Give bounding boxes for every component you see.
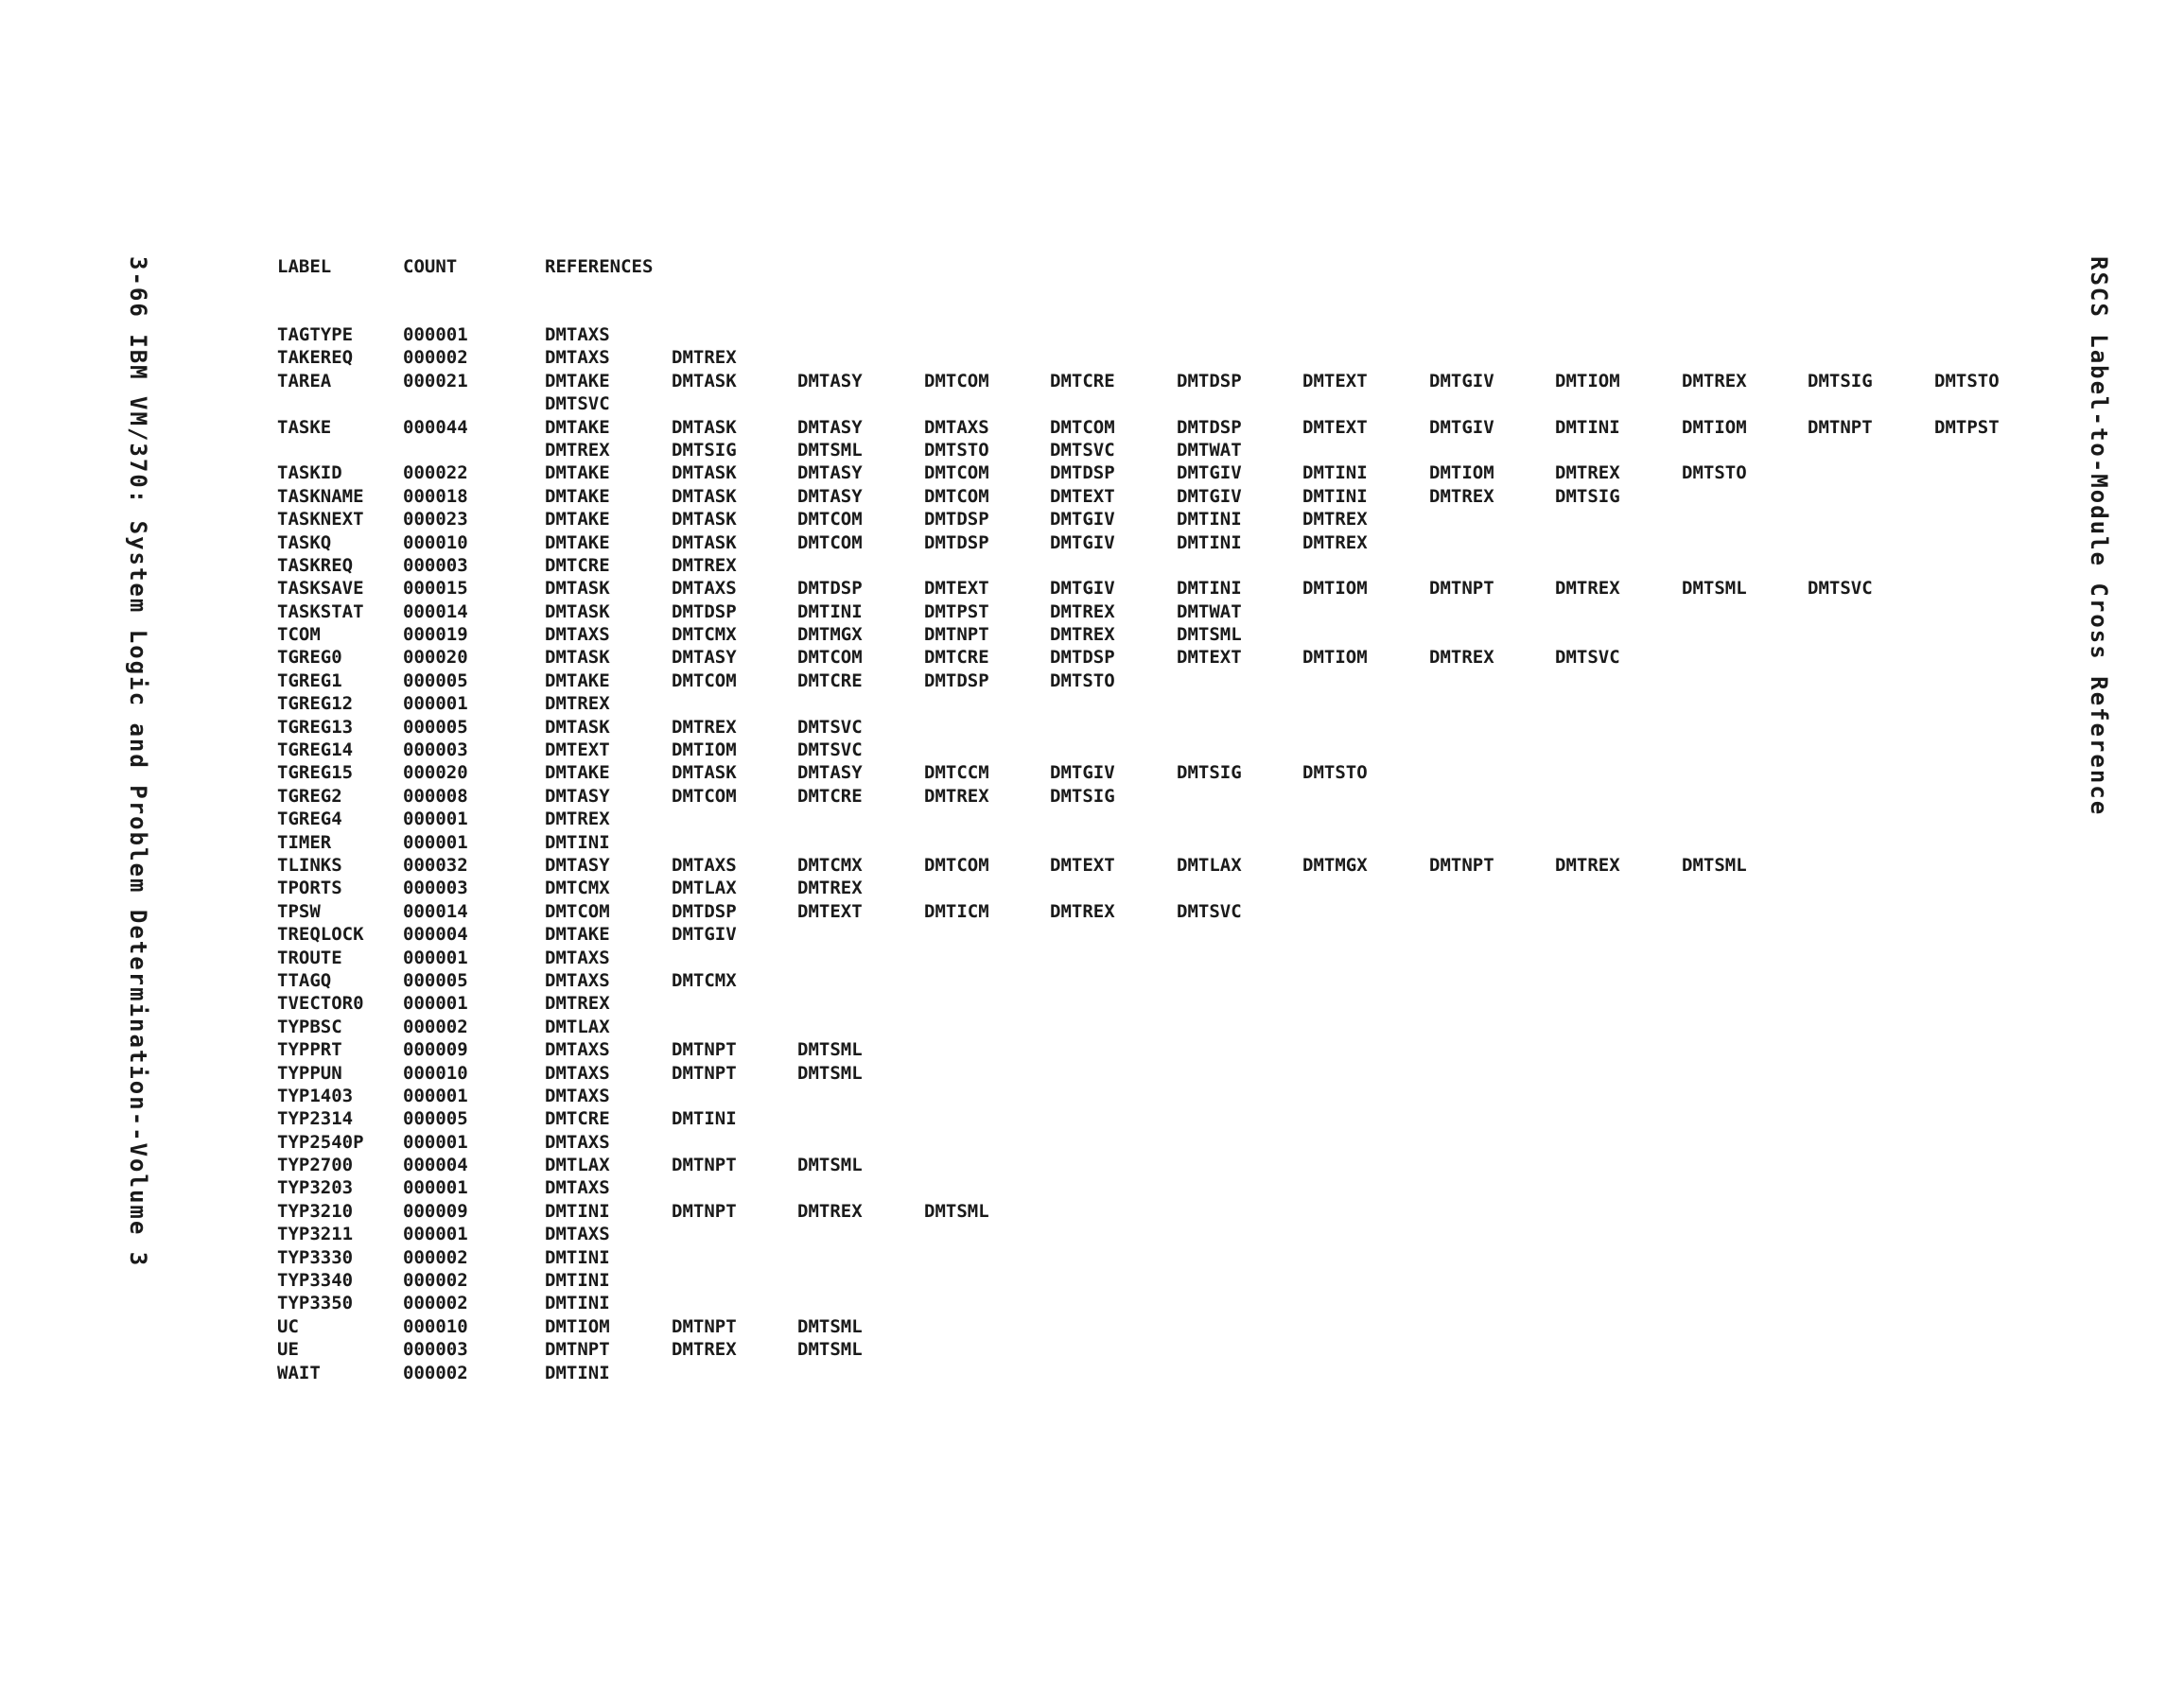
- row-reference: DMTREX: [545, 809, 610, 830]
- row-count: 000032: [403, 854, 468, 876]
- row-reference: DMTIOM: [1555, 370, 1620, 391]
- row-reference: DMTINI: [1177, 509, 1242, 530]
- row-reference: DMTNPT: [1429, 578, 1494, 600]
- row-count: 000001: [403, 1224, 468, 1245]
- row-count: 000010: [403, 1062, 468, 1084]
- row-count: 000001: [403, 1131, 468, 1153]
- row-reference: DMTAXS: [672, 854, 737, 876]
- row-reference: DMTCRE: [545, 554, 610, 576]
- row-label: TROUTE: [277, 947, 342, 968]
- row-reference: DMTAKE: [545, 924, 610, 946]
- row-label: TYP2700: [277, 1155, 354, 1176]
- row-reference: DMTINI: [545, 1362, 610, 1383]
- row-reference: DMTAKE: [545, 370, 610, 391]
- row-reference: DMTREX: [1050, 900, 1115, 922]
- row-reference: DMTDSP: [924, 670, 989, 691]
- row-reference: DMTASK: [672, 485, 737, 507]
- row-reference: DMTSVC: [545, 393, 610, 415]
- row-reference: DMTCOM: [924, 370, 989, 391]
- row-count: 000004: [403, 924, 468, 946]
- row-label: TYP3211: [277, 1224, 354, 1245]
- row-reference: DMTNPT: [924, 624, 989, 646]
- row-reference: DMTDSP: [672, 600, 737, 622]
- row-reference: DMTASK: [545, 600, 610, 622]
- row-reference: DMTSIG: [1050, 785, 1115, 807]
- row-label: TYPPRT: [277, 1039, 342, 1061]
- row-count: 000003: [403, 739, 468, 761]
- row-reference: DMTINI: [1302, 485, 1368, 507]
- row-count: 000001: [403, 993, 468, 1015]
- row-reference: DMTASY: [545, 854, 610, 876]
- row-reference: DMTNPT: [1808, 416, 1873, 438]
- row-label: TASKE: [277, 416, 332, 438]
- row-reference: DMTLAX: [545, 1016, 610, 1037]
- row-reference: DMTIOM: [1302, 647, 1368, 669]
- row-reference: DMTWAT: [1177, 439, 1242, 461]
- row-reference: DMTAXS: [545, 1177, 610, 1199]
- row-reference: DMTREX: [1302, 531, 1368, 553]
- row-reference: DMTIOM: [1682, 416, 1747, 438]
- row-reference: DMTASY: [797, 416, 863, 438]
- row-reference: DMTREX: [1050, 600, 1115, 622]
- row-reference: DMTCOM: [545, 900, 610, 922]
- row-reference: DMTWAT: [1177, 600, 1242, 622]
- row-label: WAIT: [277, 1362, 321, 1383]
- row-reference: DMTCOM: [797, 509, 863, 530]
- row-reference: DMTASK: [672, 370, 737, 391]
- row-reference: DMTEXT: [545, 739, 610, 761]
- row-reference: DMTAXS: [545, 324, 610, 345]
- row-reference: DMTASK: [545, 578, 610, 600]
- row-reference: DMTGIV: [672, 924, 737, 946]
- row-count: 000003: [403, 1339, 468, 1361]
- row-count: 000001: [403, 947, 468, 968]
- row-reference: DMTCCM: [924, 762, 989, 784]
- row-reference: DMTSVC: [797, 716, 863, 738]
- row-reference: DMTCMX: [672, 624, 737, 646]
- label-column-header: LABEL: [277, 256, 332, 277]
- row-reference: DMTSML: [797, 1062, 863, 1084]
- row-count: 000002: [403, 1016, 468, 1037]
- row-reference: DMTINI: [545, 831, 610, 853]
- row-reference: DMTGIV: [1050, 762, 1115, 784]
- row-reference: DMTREX: [672, 716, 737, 738]
- row-reference: DMTSML: [1177, 624, 1242, 646]
- row-reference: DMTAXS: [545, 969, 610, 991]
- row-label: TYP3350: [277, 1293, 354, 1314]
- row-reference: DMTCOM: [672, 785, 737, 807]
- right-margin-running-head: RSCS Label-to-Module Cross Reference: [2086, 256, 2112, 817]
- row-count: 000001: [403, 1177, 468, 1199]
- row-reference: DMTASY: [797, 485, 863, 507]
- row-reference: DMTSML: [797, 1339, 863, 1361]
- row-label: TIMER: [277, 831, 332, 853]
- row-reference: DMTEXT: [1177, 647, 1242, 669]
- row-reference: DMTCRE: [1050, 370, 1115, 391]
- row-reference: DMTDSP: [924, 531, 989, 553]
- row-reference: DMTNPT: [1429, 854, 1494, 876]
- row-reference: DMTINI: [672, 1108, 737, 1130]
- row-reference: DMTASK: [545, 647, 610, 669]
- row-reference: DMTREX: [797, 878, 863, 899]
- row-reference: DMTREX: [672, 554, 737, 576]
- row-reference: DMTIOM: [545, 1315, 610, 1337]
- row-reference: DMTEXT: [1050, 485, 1115, 507]
- row-reference: DMTSML: [797, 1315, 863, 1337]
- row-reference: DMTINI: [797, 600, 863, 622]
- row-reference: DMTSTO: [1682, 462, 1747, 484]
- row-reference: DMTSML: [924, 1200, 989, 1222]
- row-label: TGREG14: [277, 739, 354, 761]
- row-label: TYP3203: [277, 1177, 354, 1199]
- row-reference: DMTSTO: [1934, 370, 2000, 391]
- row-reference: DMTSTO: [1050, 670, 1115, 691]
- row-count: 000021: [403, 370, 468, 391]
- row-label: TYP1403: [277, 1085, 354, 1106]
- row-reference: DMTICM: [924, 900, 989, 922]
- row-reference: DMTNPT: [545, 1339, 610, 1361]
- row-label: TAKEREQ: [277, 347, 354, 369]
- row-label: TASKNEXT: [277, 509, 364, 530]
- row-reference: DMTASY: [672, 647, 737, 669]
- row-label: TASKSAVE: [277, 578, 364, 600]
- row-reference: DMTEXT: [924, 578, 989, 600]
- row-reference: DMTCRE: [924, 647, 989, 669]
- row-reference: DMTAXS: [545, 1085, 610, 1106]
- row-reference: DMTASK: [672, 416, 737, 438]
- row-reference: DMTASY: [797, 370, 863, 391]
- row-reference: DMTAXS: [545, 1131, 610, 1153]
- row-label: TYP3340: [277, 1270, 354, 1292]
- row-reference: DMTCMX: [672, 969, 737, 991]
- row-reference: DMTGIV: [1429, 370, 1494, 391]
- row-reference: DMTGIV: [1429, 416, 1494, 438]
- row-reference: DMTSIG: [672, 439, 737, 461]
- row-label: TASKSTAT: [277, 600, 364, 622]
- row-reference: DMTIOM: [1302, 578, 1368, 600]
- row-reference: DMTCOM: [672, 670, 737, 691]
- row-reference: DMTINI: [1302, 462, 1368, 484]
- row-reference: DMTGIV: [1050, 578, 1115, 600]
- row-label: TYP2314: [277, 1108, 354, 1130]
- row-reference: DMTCRE: [797, 670, 863, 691]
- row-reference: DMTASK: [545, 716, 610, 738]
- row-reference: DMTDSP: [1177, 416, 1242, 438]
- row-label: UC: [277, 1315, 299, 1337]
- row-reference: DMTDSP: [1177, 370, 1242, 391]
- row-reference: DMTAKE: [545, 485, 610, 507]
- row-reference: DMTCRE: [545, 1108, 610, 1130]
- row-reference: DMTREX: [1429, 485, 1494, 507]
- row-reference: DMTNPT: [672, 1155, 737, 1176]
- row-reference: DMTEXT: [1302, 416, 1368, 438]
- row-reference: DMTDSP: [1050, 462, 1115, 484]
- row-reference: DMTASK: [672, 762, 737, 784]
- count-column-header: COUNT: [403, 256, 458, 277]
- row-reference: DMTNPT: [672, 1062, 737, 1084]
- row-reference: DMTINI: [1177, 531, 1242, 553]
- row-reference: DMTSML: [797, 1039, 863, 1061]
- row-count: 000008: [403, 785, 468, 807]
- row-count: 000018: [403, 485, 468, 507]
- row-count: 000001: [403, 324, 468, 345]
- row-count: 000001: [403, 809, 468, 830]
- row-label: TREQLOCK: [277, 924, 364, 946]
- row-label: TYPBSC: [277, 1016, 342, 1037]
- row-label: TASKNAME: [277, 485, 364, 507]
- row-count: 000002: [403, 1246, 468, 1268]
- row-label: TASKREQ: [277, 554, 354, 576]
- row-reference: DMTSML: [797, 439, 863, 461]
- row-reference: DMTGIV: [1177, 485, 1242, 507]
- row-count: 000009: [403, 1039, 468, 1061]
- row-reference: DMTASY: [797, 462, 863, 484]
- row-reference: DMTASY: [797, 762, 863, 784]
- row-label: TVECTOR0: [277, 993, 364, 1015]
- row-reference: DMTINI: [1177, 578, 1242, 600]
- row-reference: DMTREX: [545, 439, 610, 461]
- row-count: 000014: [403, 900, 468, 922]
- row-reference: DMTIOM: [1429, 462, 1494, 484]
- left-margin-running-head: 3-66 IBM VM/370: System Logic and Problem Determination--Volume 3: [125, 256, 151, 1268]
- row-count: 000002: [403, 1293, 468, 1314]
- row-reference: DMTAKE: [545, 416, 610, 438]
- row-reference: DMTREX: [1555, 578, 1620, 600]
- row-label: TASKQ: [277, 531, 332, 553]
- row-count: 000014: [403, 600, 468, 622]
- row-reference: DMTPST: [924, 600, 989, 622]
- row-label: TYP2540P: [277, 1131, 364, 1153]
- row-label: TAGTYPE: [277, 324, 354, 345]
- row-count: 000010: [403, 531, 468, 553]
- row-reference: DMTCOM: [1050, 416, 1115, 438]
- row-reference: DMTREX: [1555, 854, 1620, 876]
- row-reference: DMTSML: [797, 1155, 863, 1176]
- row-reference: DMTREX: [1555, 462, 1620, 484]
- row-count: 000009: [403, 1200, 468, 1222]
- row-reference: DMTINI: [545, 1200, 610, 1222]
- row-reference: DMTSIG: [1808, 370, 1873, 391]
- row-reference: DMTCOM: [924, 462, 989, 484]
- row-label: TGREG0: [277, 647, 342, 669]
- row-label: TASKID: [277, 462, 342, 484]
- row-label: TYPPUN: [277, 1062, 342, 1084]
- row-label: TGREG13: [277, 716, 354, 738]
- row-reference: DMTSML: [1682, 578, 1747, 600]
- row-count: 000022: [403, 462, 468, 484]
- row-reference: DMTSTO: [924, 439, 989, 461]
- row-reference: DMTLAX: [1177, 854, 1242, 876]
- row-reference: DMTAXS: [924, 416, 989, 438]
- row-count: 000001: [403, 1085, 468, 1106]
- row-count: 000002: [403, 1362, 468, 1383]
- row-reference: DMTSIG: [1177, 762, 1242, 784]
- row-reference: DMTSVC: [797, 739, 863, 761]
- row-reference: DMTMGX: [1302, 854, 1368, 876]
- row-label: TGREG15: [277, 762, 354, 784]
- row-reference: DMTMGX: [797, 624, 863, 646]
- row-count: 000002: [403, 1270, 468, 1292]
- row-count: 000005: [403, 716, 468, 738]
- row-reference: DMTREX: [1302, 509, 1368, 530]
- row-reference: DMTEXT: [797, 900, 863, 922]
- row-count: 000002: [403, 347, 468, 369]
- row-reference: DMTAXS: [545, 1039, 610, 1061]
- row-label: TLINKS: [277, 854, 342, 876]
- row-reference: DMTREX: [924, 785, 989, 807]
- row-count: 000001: [403, 693, 468, 715]
- row-reference: DMTREX: [1682, 370, 1747, 391]
- row-reference: DMTEXT: [1050, 854, 1115, 876]
- row-reference: DMTDSP: [924, 509, 989, 530]
- row-reference: DMTSTO: [1302, 762, 1368, 784]
- row-reference: DMTGIV: [1050, 509, 1115, 530]
- row-count: 000020: [403, 762, 468, 784]
- row-reference: DMTREX: [672, 347, 737, 369]
- row-label: TPORTS: [277, 878, 342, 899]
- row-reference: DMTCOM: [924, 485, 989, 507]
- row-reference: DMTREX: [797, 1200, 863, 1222]
- row-reference: DMTAKE: [545, 462, 610, 484]
- row-reference: DMTSML: [1682, 854, 1747, 876]
- row-reference: DMTASK: [672, 531, 737, 553]
- row-reference: DMTDSP: [797, 578, 863, 600]
- row-reference: DMTCMX: [797, 854, 863, 876]
- row-reference: DMTCOM: [797, 531, 863, 553]
- row-reference: DMTAXS: [545, 624, 610, 646]
- row-label: TGREG12: [277, 693, 354, 715]
- row-count: 000015: [403, 578, 468, 600]
- row-reference: DMTPST: [1934, 416, 2000, 438]
- row-count: 000005: [403, 670, 468, 691]
- row-label: TAREA: [277, 370, 332, 391]
- row-reference: DMTCOM: [797, 647, 863, 669]
- row-label: TYP3210: [277, 1200, 354, 1222]
- row-reference: DMTSVC: [1808, 578, 1873, 600]
- row-reference: DMTREX: [545, 993, 610, 1015]
- row-reference: DMTDSP: [1050, 647, 1115, 669]
- row-reference: DMTAKE: [545, 762, 610, 784]
- row-reference: DMTAXS: [545, 947, 610, 968]
- row-reference: DMTASK: [672, 462, 737, 484]
- row-reference: DMTNPT: [672, 1200, 737, 1222]
- row-reference: DMTLAX: [545, 1155, 610, 1176]
- row-reference: DMTINI: [545, 1293, 610, 1314]
- row-label: TPSW: [277, 900, 321, 922]
- row-reference: DMTDSP: [672, 900, 737, 922]
- row-count: 000019: [403, 624, 468, 646]
- row-reference: DMTNPT: [672, 1315, 737, 1337]
- row-reference: DMTASY: [545, 785, 610, 807]
- row-reference: DMTREX: [672, 1339, 737, 1361]
- row-count: 000004: [403, 1155, 468, 1176]
- row-count: 000005: [403, 969, 468, 991]
- row-count: 000003: [403, 554, 468, 576]
- row-reference: DMTREX: [1429, 647, 1494, 669]
- row-reference: DMTIOM: [672, 739, 737, 761]
- row-label: TTAGQ: [277, 969, 332, 991]
- row-reference: DMTEXT: [1302, 370, 1368, 391]
- row-reference: DMTSVC: [1177, 900, 1242, 922]
- row-reference: DMTINI: [545, 1270, 610, 1292]
- row-label: TGREG2: [277, 785, 342, 807]
- row-reference: DMTSVC: [1555, 647, 1620, 669]
- row-reference: DMTLAX: [672, 878, 737, 899]
- row-reference: DMTCOM: [924, 854, 989, 876]
- row-reference: DMTCMX: [545, 878, 610, 899]
- row-reference: DMTNPT: [672, 1039, 737, 1061]
- row-count: 000020: [403, 647, 468, 669]
- row-label: TGREG4: [277, 809, 342, 830]
- row-reference: DMTASK: [672, 509, 737, 530]
- row-label: TYP3330: [277, 1246, 354, 1268]
- row-reference: DMTCRE: [797, 785, 863, 807]
- row-label: TCOM: [277, 624, 321, 646]
- row-label: UE: [277, 1339, 299, 1361]
- row-reference: DMTAKE: [545, 509, 610, 530]
- row-count: 000001: [403, 831, 468, 853]
- row-count: 000044: [403, 416, 468, 438]
- row-reference: DMTAXS: [545, 1062, 610, 1084]
- row-reference: DMTAKE: [545, 531, 610, 553]
- row-reference: DMTAXS: [672, 578, 737, 600]
- references-column-header: REFERENCES: [545, 256, 654, 277]
- row-reference: DMTGIV: [1177, 462, 1242, 484]
- row-count: 000010: [403, 1315, 468, 1337]
- row-reference: DMTAKE: [545, 670, 610, 691]
- row-reference: DMTSVC: [1050, 439, 1115, 461]
- row-reference: DMTREX: [1050, 624, 1115, 646]
- row-count: 000023: [403, 509, 468, 530]
- row-reference: DMTAXS: [545, 1224, 610, 1245]
- row-reference: DMTSIG: [1555, 485, 1620, 507]
- row-reference: DMTAXS: [545, 347, 610, 369]
- row-reference: DMTGIV: [1050, 531, 1115, 553]
- row-reference: DMTINI: [545, 1246, 610, 1268]
- row-count: 000005: [403, 1108, 468, 1130]
- row-label: TGREG1: [277, 670, 342, 691]
- row-reference: DMTREX: [545, 693, 610, 715]
- row-reference: DMTINI: [1555, 416, 1620, 438]
- row-count: 000003: [403, 878, 468, 899]
